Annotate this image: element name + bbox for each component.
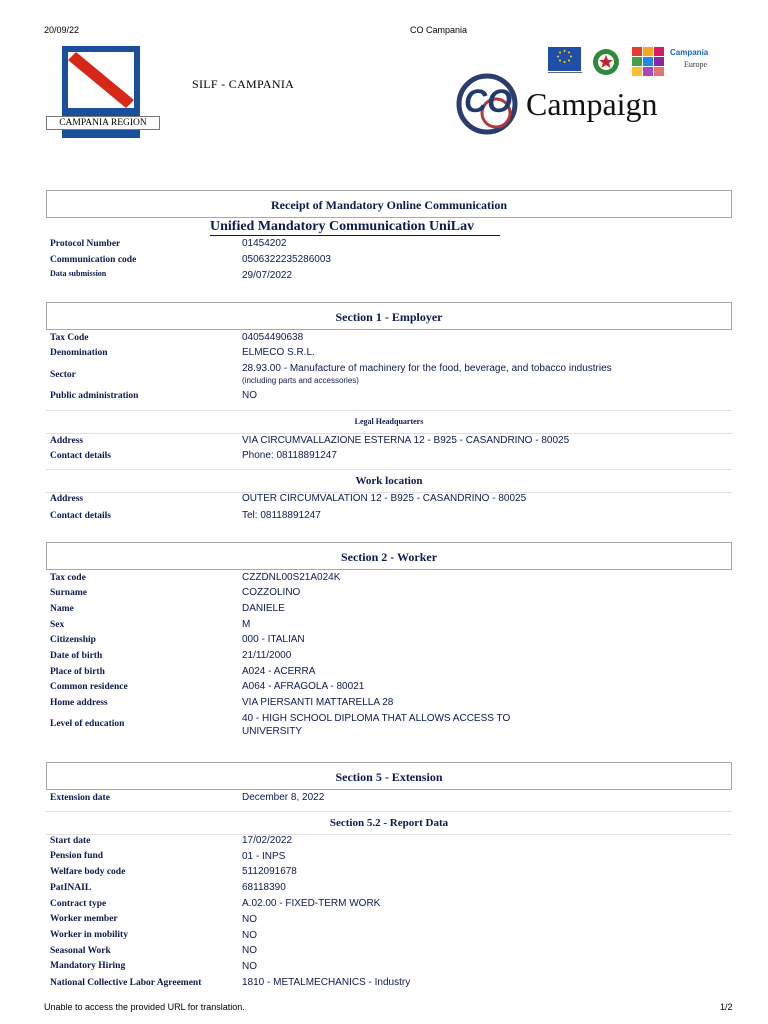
- fesr-mosaic-icon: [632, 47, 664, 77]
- section2-title: Section 2 - Worker: [46, 542, 732, 570]
- report-row-value: A.02.00 - FIXED-TERM WORK: [242, 898, 381, 909]
- extension-date-value: December 8, 2022: [242, 792, 325, 803]
- education-value: 40 - HIGH SCHOOL DIPLOMA THAT ALLOWS ACCESS TO: [242, 713, 511, 724]
- sector-value: 28.93.00 - Manufacture of machinery for the food, beverage, and tobacco industries: [242, 363, 612, 374]
- report-data-title: Section 5.2 - Report Data: [46, 811, 732, 835]
- worker-row-label: Surname: [50, 588, 87, 598]
- protocol-value: 01454202: [242, 238, 287, 249]
- eu-flag-icon: [548, 47, 581, 71]
- region-label: CAMPANIA REGION: [46, 116, 160, 130]
- report-row-value: 17/02/2022: [242, 835, 293, 846]
- worker-row-value: DANIELE: [242, 603, 285, 614]
- report-row-label: National Collective Labor Agreement: [50, 978, 202, 988]
- denomination-label: Denomination: [50, 348, 108, 358]
- worker-row-value: VIA PIERSANTI MATTARELLA 28: [242, 697, 394, 708]
- worker-row-value: 21/11/2000: [242, 650, 292, 661]
- legal-contact-value: Phone: 08118891247: [242, 450, 337, 461]
- page-number: 1/2: [720, 1002, 733, 1012]
- worker-row-value: 000 - ITALIAN: [242, 634, 305, 645]
- public-admin-label: Public administration: [50, 391, 139, 401]
- legal-hq-title: Legal Headquarters: [46, 410, 732, 434]
- sector-value-note: (including parts and accessories): [242, 376, 359, 385]
- worker-row-value: M: [242, 619, 251, 630]
- receipt-subtitle: Unified Mandatory Communication UniLav: [210, 218, 500, 236]
- work-address-value: OUTER CIRCUMVALATION 12 - B925 - CASANDRINO - 80025: [242, 493, 527, 504]
- report-row-value: NO: [242, 945, 257, 956]
- report-row-value: NO: [242, 914, 257, 925]
- co-logo-text: CO: [464, 83, 512, 119]
- education-value-cont: UNIVERSITY: [242, 726, 303, 737]
- public-admin-value: NO: [242, 390, 257, 401]
- report-row-value: NO: [242, 961, 257, 972]
- worker-row-value: CZZDNL00S21A024K: [242, 572, 341, 583]
- worker-row-label: Place of birth: [50, 667, 105, 677]
- worker-row-label: Sex: [50, 620, 65, 630]
- comm-code-value: 0506322235286003: [242, 254, 331, 265]
- protocol-label: Protocol Number: [50, 239, 121, 249]
- report-row-label: Worker member: [50, 914, 118, 924]
- submission-value: 29/07/2022: [242, 270, 293, 281]
- worker-row-value: COZZOLINO: [242, 587, 301, 598]
- report-row-label: Seasonal Work: [50, 946, 111, 956]
- italy-emblem-icon: [591, 47, 621, 77]
- report-row-value: 68118390: [242, 882, 286, 893]
- worker-row-label: Common residence: [50, 682, 128, 692]
- eu-caption-line: [548, 72, 582, 76]
- report-row-label: Start date: [50, 836, 91, 846]
- print-title: CO Campania: [410, 25, 468, 35]
- report-row-value: 01 - INPS: [242, 851, 286, 862]
- report-row-value: NO: [242, 930, 257, 941]
- worker-row-label: Date of birth: [50, 651, 103, 661]
- print-date: 20/09/22: [44, 25, 80, 35]
- section1-title: Section 1 - Employer: [46, 302, 732, 330]
- report-row-label: Contract type: [50, 899, 107, 909]
- worker-row-label: Home address: [50, 698, 108, 708]
- receipt-title: Receipt of Mandatory Online Communication: [46, 190, 732, 218]
- report-row-label: Pension fund: [50, 851, 104, 861]
- work-address-label: Address: [50, 494, 84, 504]
- section5-title: Section 5 - Extension: [46, 762, 732, 790]
- campania-europe-logo: [670, 48, 720, 78]
- worker-row-label: Citizenship: [50, 635, 96, 645]
- education-label: Level of education: [50, 719, 125, 729]
- submission-label: Data submission: [50, 269, 107, 278]
- report-row-label: Worker in mobility: [50, 930, 128, 940]
- report-row-value: 1810 - METALMECHANICS - Industry: [242, 977, 411, 988]
- worker-row-label: Name: [50, 604, 74, 614]
- report-row-value: 5112091678: [242, 866, 297, 877]
- co-logo: [456, 73, 518, 135]
- worker-row-value: A024 - ACERRA: [242, 666, 316, 677]
- work-location-title: Work location: [46, 469, 732, 493]
- silf-title: SILF - CAMPANIA: [192, 77, 295, 91]
- region-crest-icon: [68, 52, 134, 108]
- legal-contact-label: Contact details: [50, 451, 111, 461]
- campania-europe-top: Campania: [670, 48, 709, 57]
- worker-row-value: A064 - AFRAGOLA - 80021: [242, 681, 365, 692]
- denomination-value: ELMECO S.R.L.: [242, 347, 315, 358]
- legal-address-value: VIA CIRCUMVALLAZIONE ESTERNA 12 - B925 - CASANDRINO - 80025: [242, 435, 570, 446]
- worker-row-label: Tax code: [50, 573, 86, 583]
- report-row-label: Mandatory Hiring: [50, 961, 126, 971]
- report-row-label: PatINAIL: [50, 883, 92, 893]
- work-contact-label: Contact details: [50, 511, 111, 521]
- comm-code-label: Communication code: [50, 255, 137, 265]
- campaign-wordmark: Campaign: [526, 86, 658, 122]
- campania-europe-bottom: Europe: [684, 60, 708, 69]
- work-contact-value: Tel: 08118891247: [242, 510, 321, 521]
- employer-tax-label: Tax Code: [50, 333, 89, 343]
- employer-tax-value: 04054490638: [242, 332, 304, 343]
- extension-date-label: Extension date: [50, 793, 110, 803]
- footer-note: Unable to access the provided URL for translation.: [44, 1002, 245, 1012]
- legal-address-label: Address: [50, 436, 84, 446]
- report-row-label: Welfare body code: [50, 867, 126, 877]
- sector-label: Sector: [50, 370, 76, 380]
